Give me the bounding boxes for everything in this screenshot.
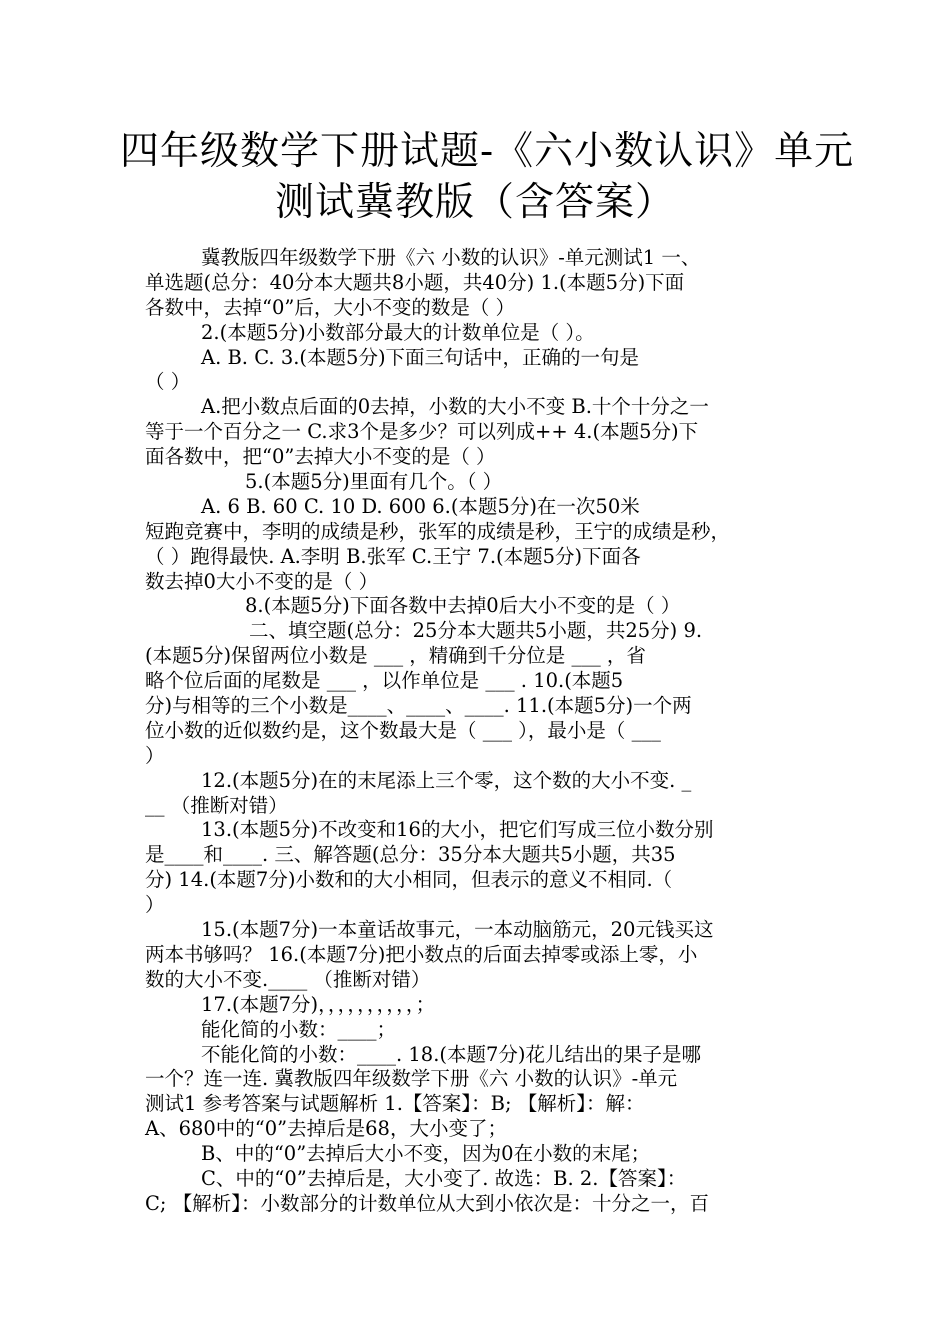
body-line: 略个位后面的尾数是 ___ ，以作单位是 ___ . 10.(本题5 xyxy=(145,669,624,693)
body-line: 冀教版四年级数学下册《六 小数的认识》-单元测试1 一、 xyxy=(201,246,701,269)
body-line: C; 【解析】：小数部分的计数单位从大到小依次是：十分之一，百 xyxy=(145,1191,709,1215)
body-line: 分)与相等的三个小数是____、____、____. 11.(本题5分)一个两 xyxy=(145,694,692,718)
document-body xyxy=(145,246,835,1217)
body-line: ） xyxy=(145,893,165,917)
body-line: A.把小数点后面的0去掉，小数的大小不变 B.十个十分之一 xyxy=(201,395,709,419)
body-line: 17.(本题7分)，，，，，，，，，，； xyxy=(201,992,436,1016)
body-line: A、680中的“0”去掉后是68，大小变了； xyxy=(145,1117,507,1141)
body-line: 面各数中，把“0”去掉大小不变的是（ ） xyxy=(145,445,496,469)
body-line: （ ） xyxy=(145,370,191,394)
body-line: 二、填空题(总分：25分本大题共5小题，共25分) 9. xyxy=(249,619,703,643)
body-line: 两本书够吗？ 16.(本题7分)把小数点的后面去掉零或添上零，小 xyxy=(145,942,698,966)
body-line: 等于一个百分之一 C.求3个是多少？可以列成++ 4.(本题5分)下 xyxy=(145,420,699,444)
body-line: __ （推断对错） xyxy=(145,793,288,817)
body-line: 分) 14.(本题7分)小数和的大小相同，但表示的意义不相同.（ xyxy=(145,868,673,892)
body-line: 数的大小不变.____ （推断对错） xyxy=(145,967,431,991)
document-title-line-2: 测试冀教版（含答案） xyxy=(274,180,675,225)
body-line: 短跑竞赛中，李明的成绩是秒，张军的成绩是秒，王宁的成绩是秒， xyxy=(145,519,731,543)
body-line: 8.(本题5分)下面各数中去掉0后大小不变的是（ ） xyxy=(245,594,681,618)
body-line: 15.(本题7分)一本童话故事元，一本动脑筋元，20元钱买这 xyxy=(201,918,714,942)
body-line: 测试1 参考答案与试题解析 1.【答案】：B; 【解析】：解： xyxy=(145,1092,645,1116)
body-line: 12.(本题5分)在的末尾添上三个零，这个数的大小不变. _ xyxy=(201,768,692,792)
body-line: ） xyxy=(145,743,165,767)
body-line: 13.(本题5分)不改变和16的大小，把它们写成三位小数分别 xyxy=(201,818,714,842)
body-line: 位小数的近似数约是，这个数最大是（ ___ ），最小是（ ___ xyxy=(145,718,661,742)
body-line: 单选题(总分：40分本大题共8小题，共40分) 1.(本题5分)下面 xyxy=(145,270,685,294)
body-line: 5.(本题5分)里面有几个。（ ） xyxy=(245,470,503,494)
body-line: 数去掉0大小不变的是（ ） xyxy=(145,569,379,593)
body-line: C、中的“0”去掉后是，大小变了. 故选：B. 2.【答案】： xyxy=(201,1166,687,1190)
body-line: B、中的“0”去掉后大小不变，因为0在小数的末尾； xyxy=(201,1142,651,1166)
document-title-line-1: 四年级数学下册试题-《六小数认识》单元 xyxy=(120,129,855,174)
body-line: A. B. C. 3.(本题5分)下面三句话中，正确的一句是 xyxy=(201,345,640,369)
body-line: 2.(本题5分)小数部分最大的计数单位是（ ）。 xyxy=(201,320,595,344)
body-line: 不能化简的小数：____. 18.(本题7分)花儿结出的果子是哪 xyxy=(201,1042,702,1066)
body-line: A. 6 B. 60 C. 10 D. 600 6.(本题5分)在一次50米 xyxy=(201,494,640,518)
body-line: 一个？连一连. 冀教版四年级数学下册《六 小数的认识》-单元 xyxy=(145,1067,678,1091)
body-line: （ ）跑得最快. A.李明 B.张军 C.王宁 7.(本题5分)下面各 xyxy=(145,544,641,568)
body-line: (本题5分)保留两位小数是 ___ ，精确到千分位是 ___ ，省 xyxy=(145,644,646,668)
body-line: 能化简的小数：____； xyxy=(201,1017,397,1041)
body-line: 是____和____. 三、解答题(总分：35分本大题共5小题，共35 xyxy=(145,843,676,867)
body-line: 各数中，去掉“0”后，大小不变的数是（ ） xyxy=(145,295,516,319)
